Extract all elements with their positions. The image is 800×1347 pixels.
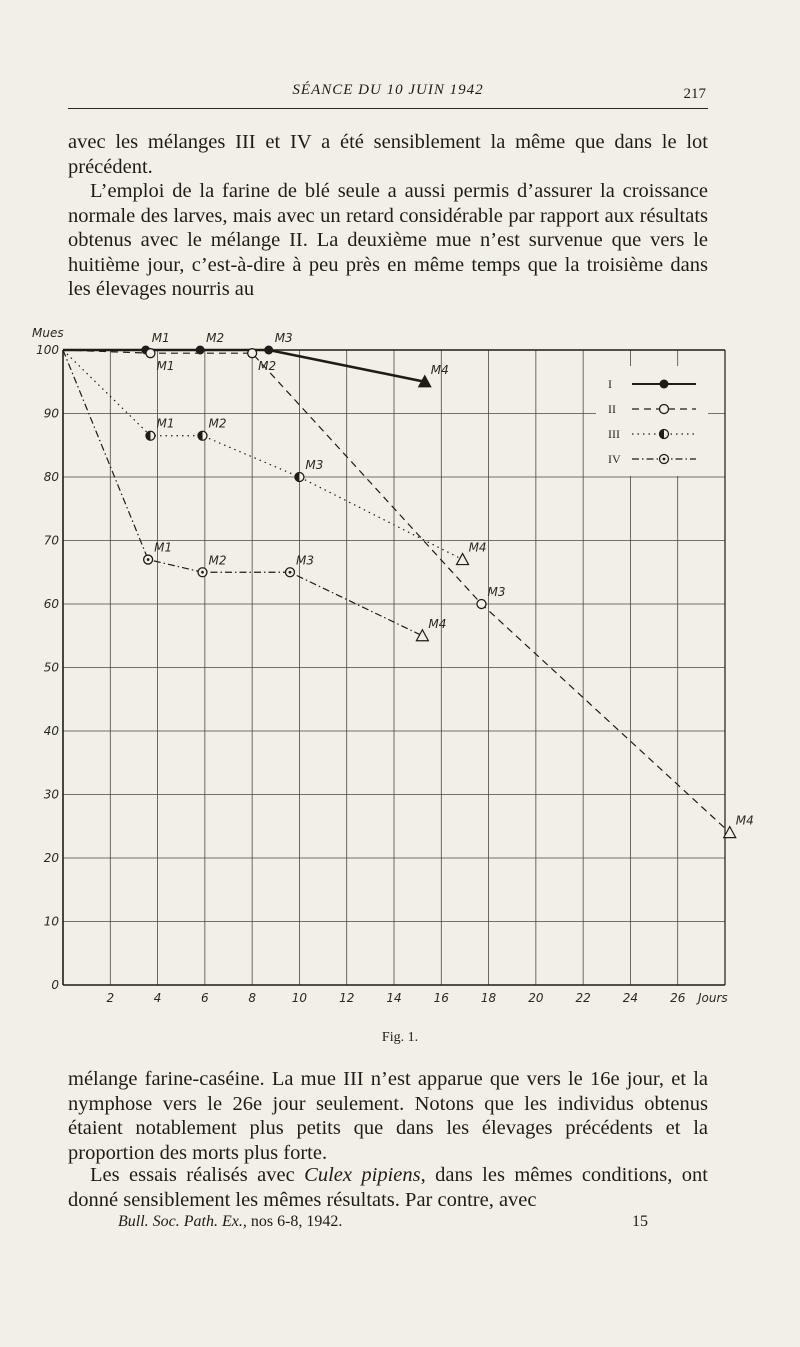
point-label: M1	[156, 359, 175, 374]
point-label: M2	[258, 359, 277, 374]
point-label: M3	[274, 331, 293, 345]
point-label: M2	[206, 331, 225, 345]
y-tick-label: 70	[43, 533, 59, 548]
point-label: M4	[430, 362, 449, 377]
journal-name: Bull. Soc. Path. Ex.,	[118, 1213, 247, 1230]
series-line-III	[63, 350, 463, 560]
point-label: M2	[208, 553, 227, 568]
y-tick-label: 50	[43, 660, 59, 675]
series-line-I	[63, 350, 425, 382]
paragraph-4-start: Les essais réalisés avec	[90, 1164, 305, 1186]
point-label: M4	[468, 540, 487, 555]
legend-label: III	[608, 427, 620, 441]
y-tick-label: 80	[43, 470, 59, 484]
y-tick-label: 30	[43, 787, 59, 802]
y-tick-label: 90	[43, 406, 59, 421]
x-tick-label: 2	[106, 991, 115, 1005]
x-tick-label: 8	[248, 991, 256, 1005]
y-tick-label: 100	[36, 343, 59, 357]
paragraph-4	[68, 1163, 708, 1212]
series-I-marker	[264, 346, 273, 355]
x-tick-label: 20	[528, 991, 544, 1005]
series-II-marker	[248, 349, 257, 358]
legend-marker-dot	[663, 458, 666, 461]
point-label: M1	[154, 540, 173, 555]
paragraph-3: mélange farine-caséine. La mue III n’est apparue que vers le 16e jour, et la nymphose vers le 26e jour seulement. Notons que les individus obtenus étaient notablement plus petits que dans les élevages précédents et la proportion des morts plus forte.	[68, 1068, 708, 1164]
x-tick-label: 12	[339, 991, 355, 1005]
paragraph-2: L’emploi de la farine de blé seule a aussi permis d’assurer la croissance normale des larves, mais avec un retard considérable par rapport aux résultats obtenus avec le mélange II. La deuxième mue n’est survenue que vers le huitième jour, c’est-à-dire à peu près en même temps que la troisième dans les élevages nourris au	[68, 180, 708, 300]
page-header	[68, 78, 708, 109]
x-tick-label: 10	[291, 991, 308, 1005]
y-tick-label: 60	[43, 597, 59, 611]
legend-label: II	[608, 402, 616, 416]
point-label: M3	[487, 585, 506, 599]
series-IV-marker-dot	[201, 571, 204, 574]
journal-issue: nos 6-8, 1942.	[246, 1213, 343, 1230]
y-tick-label: 20	[43, 851, 59, 865]
legend-marker	[660, 380, 669, 389]
y-tick-label: 10	[43, 914, 59, 929]
point-label: M3	[305, 458, 324, 472]
sheet-number: 15	[632, 1213, 648, 1230]
x-tick-label: 4	[153, 991, 162, 1005]
x-tick-label: 24	[622, 991, 639, 1005]
series-IV-marker-dot	[289, 571, 292, 574]
x-tick-label: 22	[575, 991, 591, 1005]
y-axis-label: Mues	[32, 326, 64, 340]
molt-chart	[0, 315, 800, 1015]
point-label: M4	[428, 616, 447, 631]
x-tick-label: 6	[201, 991, 209, 1005]
series-III-end-marker	[457, 554, 469, 565]
series-II-marker	[146, 349, 155, 358]
page-footer	[118, 1213, 648, 1231]
series-IV-end-marker	[416, 630, 428, 641]
legend-label: IV	[608, 452, 621, 466]
legend-marker	[660, 405, 669, 414]
y-tick-label: 40	[43, 724, 59, 738]
y-tick-label: 0	[51, 978, 59, 992]
legend-label: I	[608, 377, 612, 391]
paragraph-4-end: , dans les mêmes conditions, ont donné sensiblement les mêmes résultats. Par contre, avec	[68, 1164, 708, 1211]
x-axis-label: Jours	[698, 991, 728, 1005]
paragraph-1: avec les mélanges III et IV a été sensiblement la même que dans le lot précédent.	[68, 131, 708, 178]
point-label: M3	[295, 553, 314, 568]
x-tick-label: 14	[386, 991, 402, 1005]
series-line-IV	[63, 350, 422, 636]
point-label: M1	[156, 416, 175, 431]
figure-caption: Fig. 1.	[381, 1030, 419, 1045]
running-title: SÉANCE DU 10 JUIN 1942	[292, 82, 484, 98]
series-IV-marker-dot	[147, 558, 150, 561]
x-tick-label: 16	[433, 991, 449, 1005]
point-label: M1	[151, 331, 170, 345]
x-tick-label: 26	[670, 991, 686, 1005]
x-tick-label: 18	[480, 991, 497, 1005]
species-name: Culex pipiens	[304, 1164, 421, 1186]
point-label: M4	[735, 813, 754, 828]
series-II-marker	[477, 600, 486, 609]
point-label: M2	[208, 416, 227, 431]
page-number: 217	[683, 86, 706, 102]
